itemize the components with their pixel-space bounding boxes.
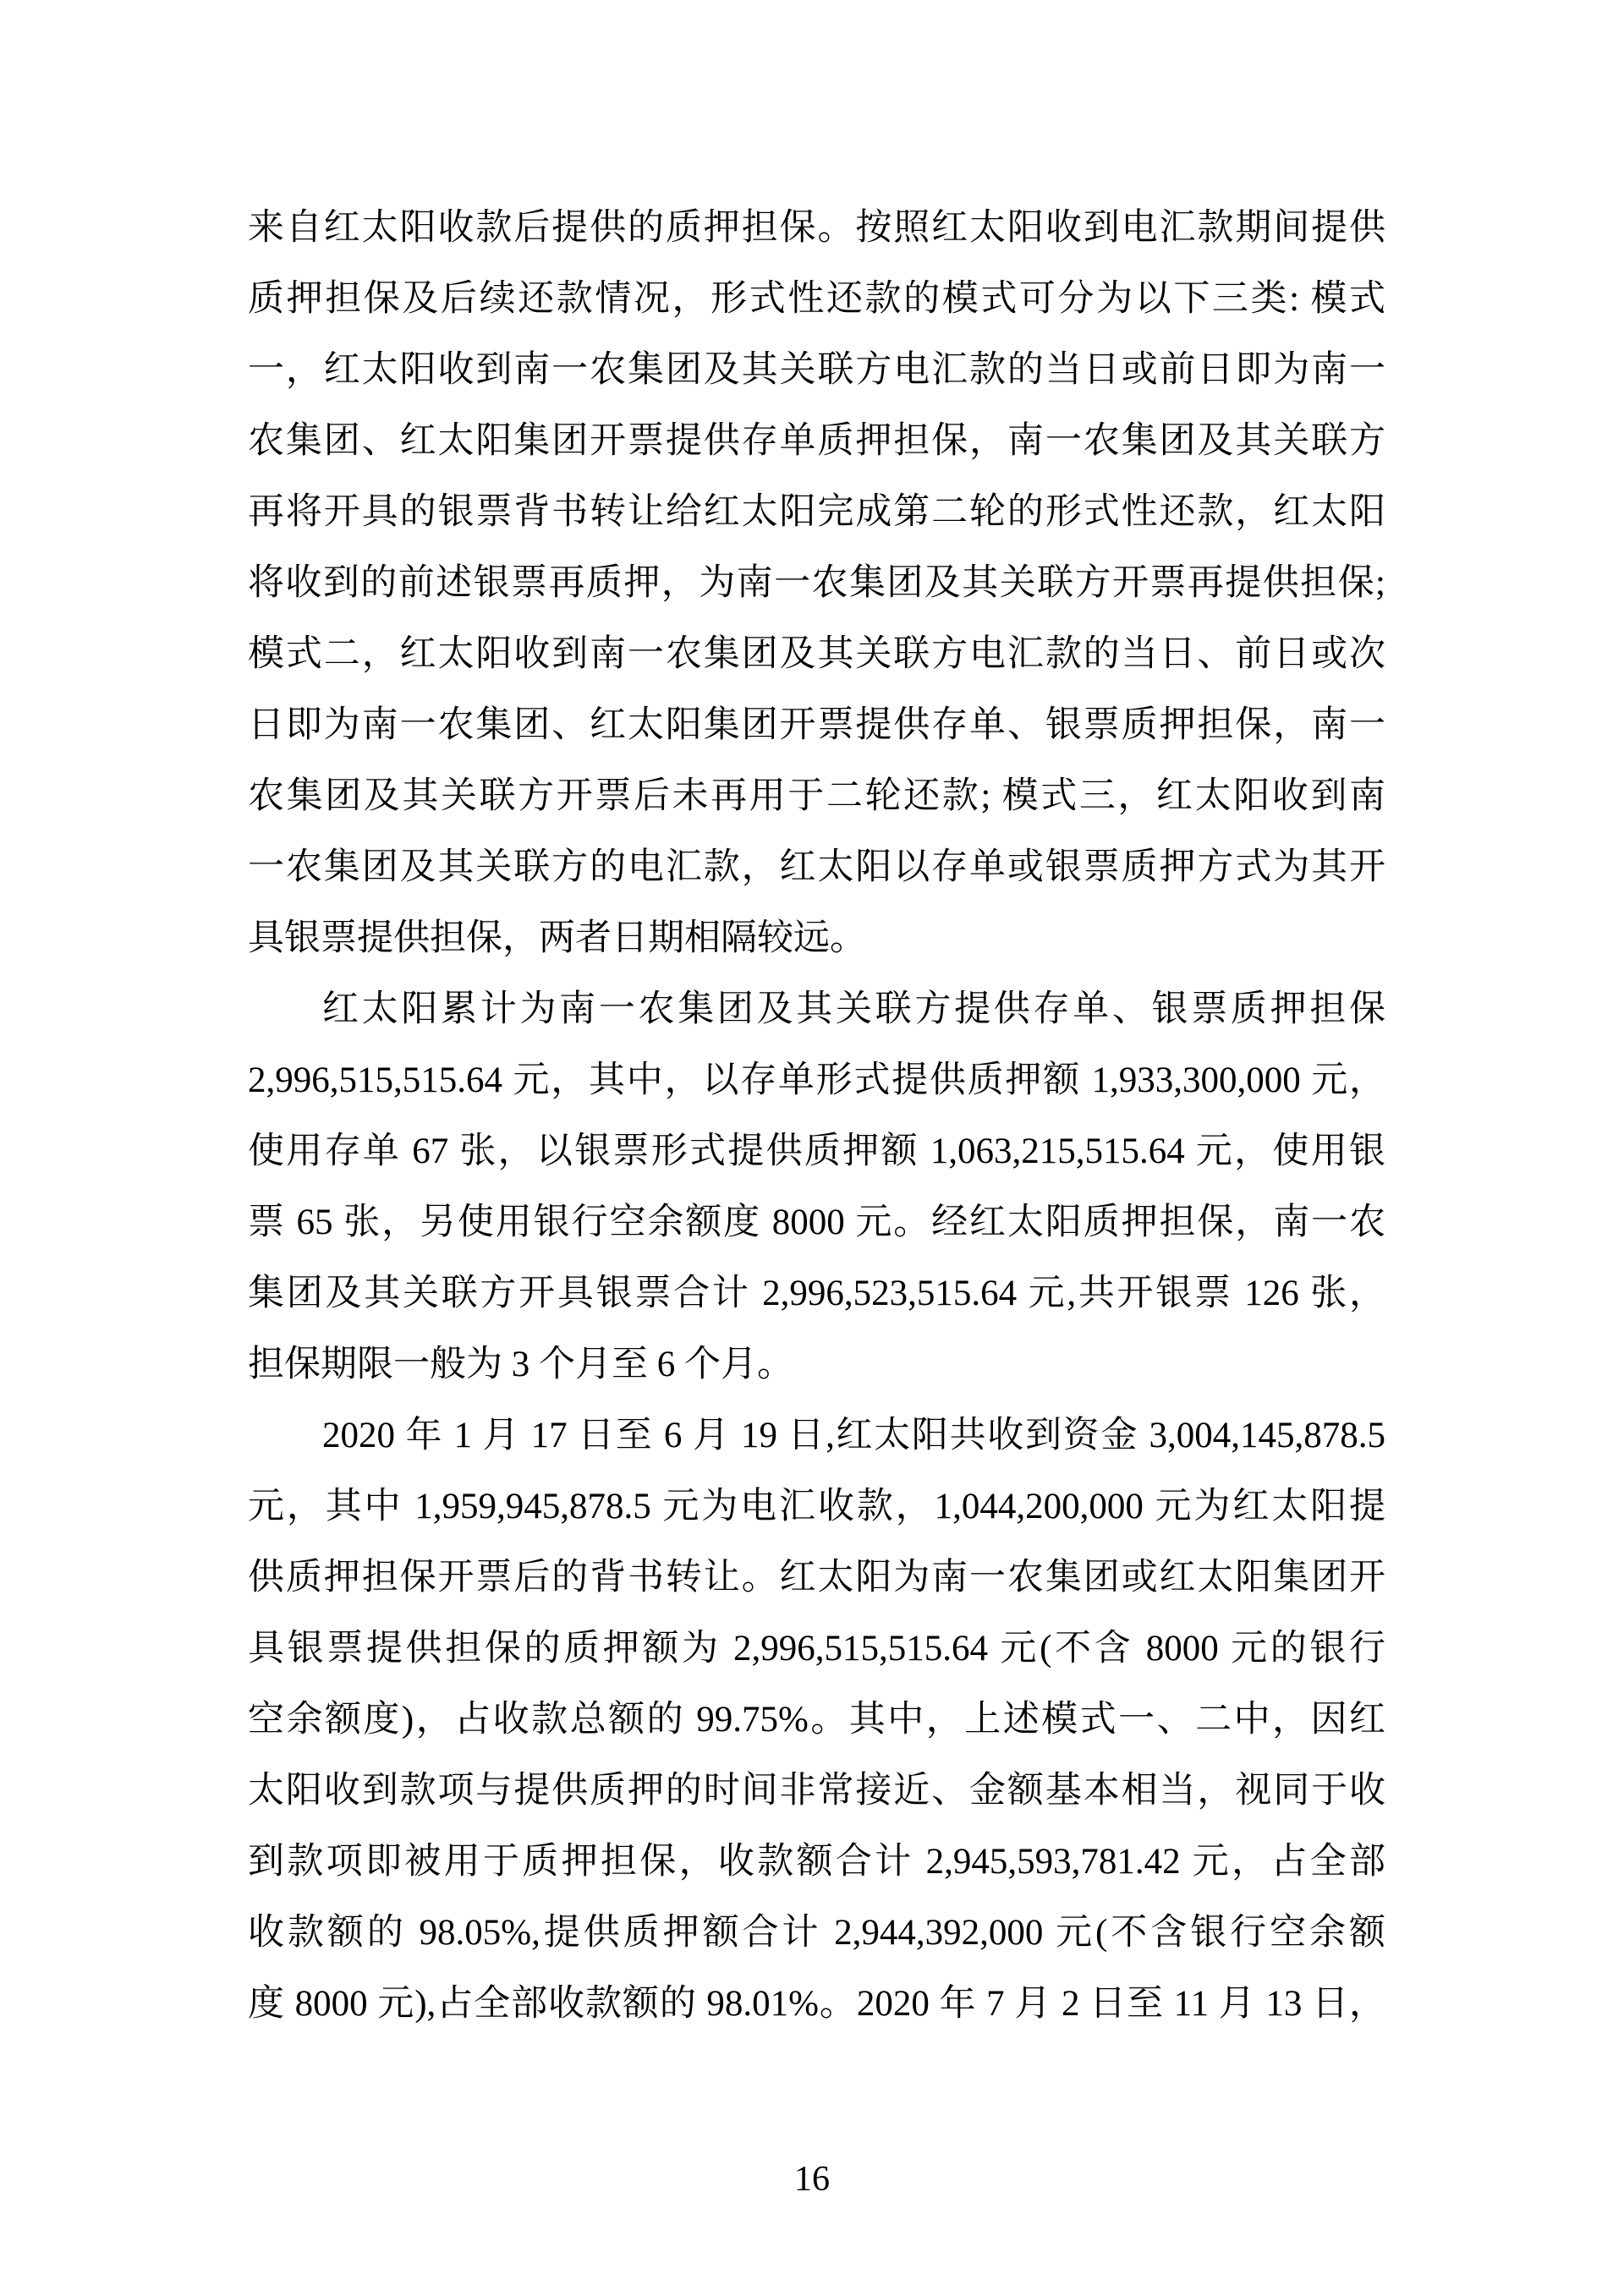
text-line: 模式二，红太阳收到南一农集团及其关联方电汇款的当日、前日或次 [248, 634, 1385, 674]
text-line: 具银票提供担保的质押额为 2,996,515,515.64 元(不含 8000 元的银行 [248, 1629, 1385, 1669]
text-line: 将收到的前述银票再质押，为南一农集团及其关联方开票再提供担保; [248, 563, 1385, 603]
text-line: 2,996,515,515.64 元，其中，以存单形式提供质押额 1,933,300,000 元， [248, 1060, 1385, 1100]
text-line: 红太阳累计为南一农集团及其关联方提供存单、银票质押担保 [322, 989, 1385, 1029]
document-body [248, 193, 1385, 2040]
text-line: 担保期限一般为 3 个月至 6 个月。 [248, 1345, 793, 1384]
text-line: 日即为南一农集团、红太阳集团开票提供存单、银票质押担保，南一 [248, 705, 1385, 745]
text-line: 供质押担保开票后的背书转让。红太阳为南一农集团或红太阳集团开 [248, 1558, 1385, 1597]
text-line: 农集团、红太阳集团开票提供存单质押担保，南一农集团及其关联方 [248, 421, 1385, 461]
page-number: 16 [794, 2160, 830, 2199]
text-line: 使用存单 67 张，以银票形式提供质押额 1,063,215,515.64 元，使用银 [248, 1132, 1385, 1171]
text-line: 票 65 张，另使用银行空余额度 8000 元。经红太阳质押担保，南一农 [248, 1203, 1385, 1242]
text-line: 元，其中 1,959,945,878.5 元为电汇收款，1,044,200,000 元为红太阳提 [248, 1487, 1385, 1526]
text-line: 一农集团及其关联方的电汇款，红太阳以存单或银票质押方式为其开 [248, 847, 1385, 887]
text-line: 收款额的 98.05%,提供质押额合计 2,944,392,000 元(不含银行空余额 [248, 1913, 1385, 1953]
text-line: 2020 年 1 月 17 日至 6 月 19 日,红太阳共收到资金 3,004,145,878.5 [322, 1416, 1385, 1455]
text-line: 集团及其关联方开具银票合计 2,996,523,515.64 元,共开银票 126 张， [248, 1274, 1385, 1313]
text-line: 太阳收到款项与提供质押的时间非常接近、金额基本相当，视同于收 [248, 1771, 1385, 1811]
text-line: 来自红太阳收款后提供的质押担保。按照红太阳收到电汇款期间提供 [248, 208, 1385, 248]
text-line: 到款项即被用于质押担保，收款额合计 2,945,593,781.42 元，占全部 [248, 1842, 1385, 1882]
text-line: 农集团及其关联方开票后未再用于二轮还款; 模式三，红太阳收到南 [248, 776, 1385, 816]
text-line: 一，红太阳收到南一农集团及其关联方电汇款的当日或前日即为南一 [248, 350, 1385, 390]
text-line: 质押担保及后续还款情况，形式性还款的模式可分为以下三类: 模式 [248, 279, 1385, 319]
text-line: 具银票提供担保，两者日期相隔较远。 [248, 918, 866, 958]
text-line: 度 8000 元),占全部收款额的 98.01%。2020 年 7 月 2 日至 11 月 13 日， [248, 1984, 1385, 2024]
text-line: 再将开具的银票背书转让给红太阳完成第二轮的形式性还款，红太阳 [248, 492, 1385, 532]
text-line: 空余额度)，占收款总额的 99.75%。其中，上述模式一、二中，因红 [248, 1700, 1385, 1740]
